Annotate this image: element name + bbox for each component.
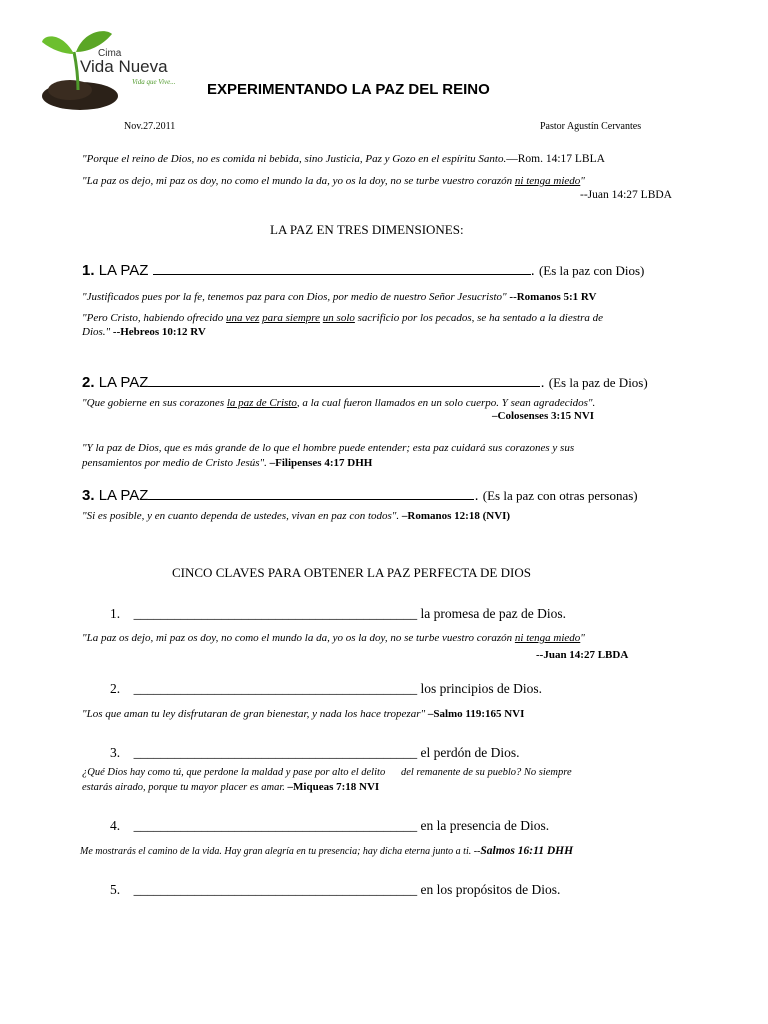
sermon-date: Nov.27.2011 <box>124 121 176 132</box>
dimension-2-label: LA PAZ <box>98 374 149 391</box>
dimension-2-blank-line[interactable] <box>148 374 540 387</box>
key-3-quote-end: estarás airado, porque tu mayor placer es amar. <box>82 782 285 793</box>
dimension-1-quote-b-underline-2: para siempre <box>262 312 321 324</box>
intro-quote-1-tail: en el espíritu Santo. <box>418 153 507 165</box>
key-3-quote-line2 <box>82 781 379 793</box>
dimension-1-blank-line[interactable] <box>153 262 531 275</box>
section-title-dimensions: LA PAZ EN TRES DIMENSIONES: <box>270 222 464 237</box>
dimension-1-quote-b-end: Dios." <box>82 326 111 338</box>
intro-quote-1 <box>82 153 605 165</box>
dimension-3-label: LA PAZ <box>98 487 149 504</box>
key-5-number: 5. <box>110 882 121 897</box>
key-5-blank[interactable]: __________________________________________ <box>133 882 418 897</box>
dimension-2-quote-a-underline: la paz de Cristo <box>226 397 297 409</box>
dimension-2-quote-a-ref: –Colosenses 3:15 NVI <box>492 410 595 422</box>
key-2-ref: –Salmo 119:165 NVI <box>427 708 525 720</box>
key-1-line <box>110 606 566 622</box>
intro-quote-2-end: " <box>580 175 585 187</box>
dimension-1-quote-b-line1 <box>82 312 603 324</box>
dimension-2-quote-b-line1: "Y la paz de Dios, que es más grande de lo que el hombre puede entender; esta paz cuidará sus corazones y sus <box>82 442 575 454</box>
dimension-1-quote-a-text: "Justificados pues por la fe, tenemos paz para con Dios, por medio de nuestro Señor Jesucristo" <box>82 291 507 303</box>
church-logo <box>40 24 200 112</box>
dimension-3-description: (Es la paz con otras personas) <box>482 488 638 503</box>
key-2-text: los principios de Dios. <box>420 681 542 696</box>
key-2-blank[interactable]: __________________________________________ <box>133 681 418 696</box>
key-2-quote-text: "Los que aman tu ley disfrutaran de gran bienestar, y nada los hace tropezar" <box>82 708 426 720</box>
key-4-quote-text: Me mostrarás el camino de la vida. Hay gran alegría en tu presencia; hay dicha eterna junto a ti. -- <box>80 846 481 857</box>
key-2-quote <box>82 708 524 720</box>
key-1-quote-text: "La paz os dejo, mi paz os doy, no como el mundo la da, yo os la doy, no se turbe vuestro corazón <box>82 632 513 644</box>
dimension-1-quote-b-start: "Pero Cristo, habiendo ofrecido <box>82 312 224 324</box>
logo-tagline: Vida que Vive... <box>132 78 176 86</box>
dimension-2-quote-b-end: pensamientos por medio de Cristo Jesús". <box>82 457 267 469</box>
dimension-1-quote-b-middle: sacrificio por los pecados, se ha sentado a la diestra de <box>357 312 603 324</box>
dimension-1-quote-b-line2 <box>82 326 206 338</box>
dimension-3-blank-line[interactable] <box>148 487 474 500</box>
dimension-1-description: (Es la paz con Dios) <box>538 263 645 278</box>
dimension-2-dot: . <box>540 374 545 391</box>
key-3-ref: –Miqueas 7:18 NVI <box>287 781 380 793</box>
key-1-number: 1. <box>110 606 121 621</box>
dimension-3-heading <box>82 487 638 504</box>
intro-quote-2-underline: ni tenga miedo <box>514 175 581 187</box>
dimension-2-quote-a-end: , a la cual fueron llamados en un solo cuerpo. Y sean agradecidos". <box>296 397 596 409</box>
pastor-name: Pastor Agustín Cervantes <box>540 121 642 132</box>
dimension-1-quote-b-underline-1: una vez <box>226 312 260 324</box>
key-4-text: en la presencia de Dios. <box>420 818 550 833</box>
key-4-number: 4. <box>110 818 121 833</box>
key-1-quote-end: " <box>580 632 585 644</box>
dimension-2-quote-b-line2 <box>82 457 372 469</box>
section-title-keys: CINCO CLAVES PARA OBTENER LA PAZ PERFECTA DE DIOS <box>172 565 531 580</box>
logo-text-main: Vida Nueva <box>80 57 168 76</box>
intro-quote-1-text: "Porque el reino de Dios, no es comida ni bebida, sino Justicia, Paz y Gozo <box>82 153 416 165</box>
dimension-2-heading <box>82 374 648 391</box>
dimension-1-quote-a <box>82 291 596 303</box>
key-3-number: 3. <box>110 745 121 760</box>
intro-quote-2-ref: --Juan 14:27 LBDA <box>580 189 672 201</box>
dimension-1-number: 1. <box>82 262 95 279</box>
key-1-quote-underline: ni tenga miedo <box>514 632 581 644</box>
dimension-1-quote-b-underline-3: un solo <box>322 312 355 324</box>
dimension-1-dot: . <box>530 262 535 279</box>
intro-quote-2 <box>82 175 585 187</box>
key-3-text: el perdón de Dios. <box>420 745 520 760</box>
dimension-2-description: (Es la paz de Dios) <box>548 375 648 390</box>
key-3-blank[interactable]: __________________________________________ <box>133 745 418 760</box>
dimension-3-dot: . <box>474 487 479 504</box>
key-4-line <box>110 818 549 834</box>
dimension-2-quote-b-ref: –Filipenses 4:17 DHH <box>269 457 373 469</box>
dimension-2-number: 2. <box>82 374 95 391</box>
dimension-1-quote-b-ref: --Hebreos 10:12 RV <box>112 326 206 338</box>
key-5-text: en los propósitos de Dios. <box>420 882 561 897</box>
key-1-quote <box>82 632 585 644</box>
key-2-number: 2. <box>110 681 121 696</box>
dimension-2-quote-a <box>82 397 595 409</box>
key-4-ref: Salmos 16:11 DHH <box>480 845 574 857</box>
dimension-3-quote-a <box>82 510 510 522</box>
key-3-quote-line1: ¿Qué Dios hay como tú, que perdone la maldad y pase por alto el delito del remanente de su pueblo? No siempre <box>82 767 572 778</box>
key-4-blank[interactable]: __________________________________________ <box>133 818 418 833</box>
dimension-3-quote-a-text: "Si es posible, y en cuanto dependa de ustedes, vivan en paz con todos". <box>82 510 400 522</box>
intro-quote-2-text: "La paz os dejo, mi paz os doy, no como el mundo la da, yo os la doy, no se turbe vuestro corazón <box>82 175 513 187</box>
page-title: EXPERIMENTANDO LA PAZ DEL REINO <box>207 81 490 98</box>
dimension-1-quote-a-ref: --Romanos 5:1 RV <box>509 291 597 303</box>
key-1-ref: --Juan 14:27 LBDA <box>536 649 629 661</box>
key-2-line <box>110 681 542 697</box>
key-1-text: la promesa de paz de Dios. <box>420 606 566 621</box>
key-5-line <box>110 882 560 898</box>
key-1-blank[interactable]: __________________________________________ <box>133 606 418 621</box>
dimension-2-quote-a-start: "Que gobierne en sus corazones <box>82 397 225 409</box>
key-4-quote <box>80 845 573 857</box>
dimension-3-number: 3. <box>82 487 95 504</box>
dimension-3-quote-a-ref: –Romanos 12:18 (NVI) <box>401 510 511 522</box>
dimension-1-label: LA PAZ <box>98 262 149 279</box>
dimension-1-heading <box>82 262 644 279</box>
key-3-line <box>110 745 519 761</box>
logo-text-top: Cima <box>98 48 122 59</box>
intro-quote-1-ref: —Rom. 14:17 LBLA <box>506 153 605 165</box>
